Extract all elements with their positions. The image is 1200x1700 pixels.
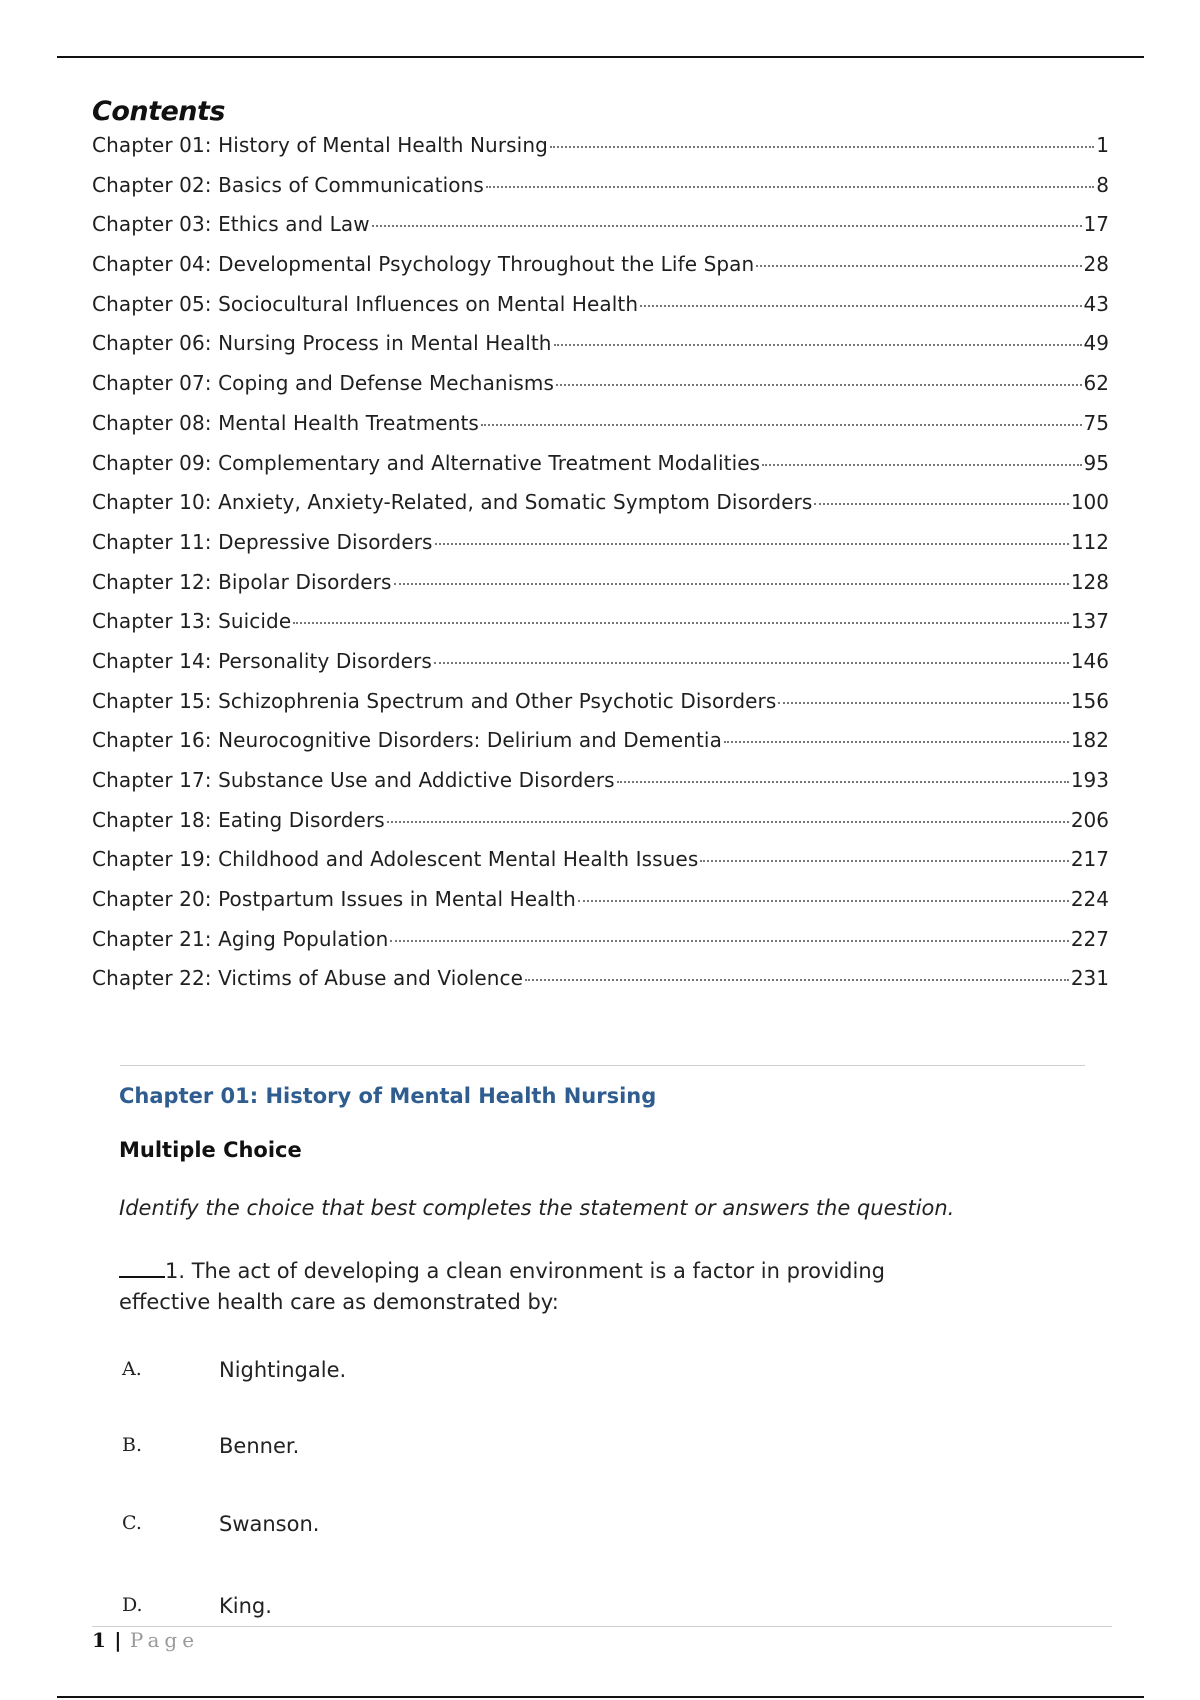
toc-leader-dots bbox=[756, 265, 1081, 267]
toc-leader-dots bbox=[550, 146, 1094, 148]
toc-item-label: Chapter 16: Neurocognitive Disorders: Delirium and Dementia bbox=[92, 728, 722, 753]
toc-leader-dots bbox=[617, 781, 1069, 783]
footer-separator: | bbox=[114, 1628, 122, 1652]
toc-leader-dots bbox=[372, 225, 1082, 227]
toc-leader-dots bbox=[394, 583, 1069, 585]
toc-item-page: 227 bbox=[1070, 926, 1109, 951]
toc-item[interactable] bbox=[92, 371, 1109, 411]
chapter-heading: Chapter 01: History of Mental Health Nursing bbox=[119, 1084, 657, 1108]
toc-item-page: 156 bbox=[1070, 688, 1109, 713]
toc-item-label: Chapter 12: Bipolar Disorders bbox=[92, 569, 392, 594]
toc-item[interactable] bbox=[92, 689, 1109, 729]
toc-item[interactable] bbox=[92, 173, 1109, 213]
toc-item-label: Chapter 20: Postpartum Issues in Mental Health bbox=[92, 887, 576, 912]
toc-item[interactable] bbox=[92, 212, 1109, 252]
toc-item-label: Chapter 17: Substance Use and Addictive Disorders bbox=[92, 768, 615, 792]
toc-item-label: Chapter 10: Anxiety, Anxiety-Related, and Somatic Symptom Disorders bbox=[92, 490, 813, 515]
toc-item[interactable] bbox=[92, 252, 1109, 292]
toc-leader-dots bbox=[434, 662, 1069, 664]
toc-item[interactable] bbox=[92, 728, 1109, 768]
footer-divider bbox=[92, 1626, 1112, 1627]
toc-title: Contents bbox=[92, 96, 226, 127]
instructions-text: Identify the choice that best completes the statement or answers the question. bbox=[119, 1196, 955, 1220]
toc-item-page: 17 bbox=[1083, 212, 1109, 237]
toc-item[interactable] bbox=[92, 411, 1109, 451]
choice-letter: D. bbox=[122, 1594, 143, 1616]
toc-item-label: Chapter 06: Nursing Process in Mental Health bbox=[92, 331, 552, 356]
top-border bbox=[57, 56, 1144, 58]
toc-item[interactable] bbox=[92, 331, 1109, 371]
toc-item-page: 224 bbox=[1070, 887, 1109, 912]
toc-item-page: 231 bbox=[1070, 966, 1109, 991]
toc-leader-dots bbox=[556, 384, 1082, 386]
toc-leader-dots bbox=[814, 503, 1068, 505]
toc-item-page: 137 bbox=[1070, 609, 1109, 634]
toc-leader-dots bbox=[724, 741, 1069, 743]
toc-item-page: 43 bbox=[1083, 291, 1109, 316]
toc-item-label: Chapter 21: Aging Population bbox=[92, 926, 389, 951]
section-divider bbox=[120, 1065, 1085, 1066]
toc-item-label: Chapter 19: Childhood and Adolescent Mental Health Issues bbox=[92, 847, 699, 872]
choice-letter: C. bbox=[122, 1512, 142, 1534]
toc-list bbox=[92, 133, 1109, 1006]
toc-leader-dots bbox=[778, 702, 1068, 704]
choice-text: King. bbox=[219, 1594, 272, 1618]
toc-item-label: Chapter 07: Coping and Defense Mechanisms bbox=[92, 371, 554, 396]
choice-text: Swanson. bbox=[219, 1512, 320, 1536]
toc-item-page: 193 bbox=[1070, 768, 1109, 792]
toc-item[interactable] bbox=[92, 649, 1109, 689]
toc-item[interactable] bbox=[92, 808, 1109, 848]
toc-item-page: 8 bbox=[1096, 172, 1109, 197]
toc-leader-dots bbox=[390, 940, 1068, 942]
toc-item-label: Chapter 04: Developmental Psychology Throughout the Life Span bbox=[92, 252, 755, 277]
toc-leader-dots bbox=[293, 622, 1069, 624]
toc-item-page: 100 bbox=[1070, 490, 1109, 515]
toc-leader-dots bbox=[435, 543, 1069, 545]
toc-item[interactable] bbox=[92, 887, 1109, 927]
toc-item[interactable] bbox=[92, 490, 1109, 530]
toc-item-label: Chapter 11: Depressive Disorders bbox=[92, 529, 433, 554]
toc-item-label: Chapter 05: Sociocultural Influences on Mental Health bbox=[92, 291, 639, 316]
question-1 bbox=[119, 1256, 969, 1318]
toc-leader-dots bbox=[387, 821, 1069, 823]
toc-item[interactable] bbox=[92, 530, 1109, 570]
toc-item-label: Chapter 15: Schizophrenia Spectrum and Other Psychotic Disorders bbox=[92, 688, 777, 713]
toc-leader-dots bbox=[700, 860, 1068, 862]
choice-letter: A. bbox=[122, 1358, 142, 1380]
question-text: 1. The act of developing a clean environment is a factor in providing effective health care as demonstrated by: bbox=[119, 1259, 885, 1314]
toc-item-label: Chapter 01: History of Mental Health Nursing bbox=[92, 133, 548, 157]
toc-item[interactable] bbox=[92, 847, 1109, 887]
answer-blank[interactable] bbox=[119, 1258, 165, 1278]
toc-item-label: Chapter 14: Personality Disorders bbox=[92, 648, 432, 673]
toc-item[interactable] bbox=[92, 570, 1109, 610]
toc-item-label: Chapter 08: Mental Health Treatments bbox=[92, 410, 479, 435]
toc-leader-dots bbox=[525, 979, 1069, 981]
toc-item-label: Chapter 13: Suicide bbox=[92, 609, 292, 634]
toc-item[interactable] bbox=[92, 768, 1109, 808]
toc-item-page: 206 bbox=[1070, 807, 1109, 832]
page-footer bbox=[92, 1628, 199, 1652]
toc-item-page: 128 bbox=[1070, 569, 1109, 594]
toc-item-label: Chapter 09: Complementary and Alternative Treatment Modalities bbox=[92, 450, 761, 475]
toc-item-page: 217 bbox=[1070, 847, 1109, 872]
toc-item-page: 112 bbox=[1070, 529, 1109, 554]
toc-item-label: Chapter 22: Victims of Abuse and Violence bbox=[92, 966, 524, 991]
page-label: Page bbox=[129, 1628, 200, 1652]
toc-item[interactable] bbox=[92, 451, 1109, 491]
toc-leader-dots bbox=[486, 186, 1094, 188]
toc-item[interactable] bbox=[92, 966, 1109, 1006]
toc-leader-dots bbox=[640, 305, 1081, 307]
toc-item-label: Chapter 18: Eating Disorders bbox=[92, 807, 385, 832]
toc-item[interactable] bbox=[92, 609, 1109, 649]
toc-leader-dots bbox=[578, 900, 1069, 902]
bottom-border bbox=[57, 1696, 1144, 1698]
toc-item-page: 28 bbox=[1083, 252, 1109, 277]
toc-item[interactable] bbox=[92, 292, 1109, 332]
toc-item-page: 75 bbox=[1083, 410, 1109, 435]
toc-item-page: 95 bbox=[1083, 450, 1109, 475]
toc-item-page: 146 bbox=[1070, 648, 1109, 673]
toc-item-label: Chapter 03: Ethics and Law bbox=[92, 212, 370, 237]
toc-leader-dots bbox=[554, 344, 1082, 346]
choice-letter: B. bbox=[122, 1434, 143, 1456]
section-heading: Multiple Choice bbox=[119, 1138, 302, 1162]
choice-text: Nightingale. bbox=[219, 1358, 347, 1382]
toc-leader-dots bbox=[481, 424, 1082, 426]
toc-leader-dots bbox=[762, 464, 1081, 466]
toc-item-page: 49 bbox=[1083, 331, 1109, 356]
toc-item-label: Chapter 02: Basics of Communications bbox=[92, 172, 484, 197]
toc-item-page: 62 bbox=[1083, 371, 1109, 396]
toc-item[interactable] bbox=[92, 927, 1109, 967]
toc-item[interactable] bbox=[92, 133, 1109, 173]
choice-text: Benner. bbox=[219, 1434, 300, 1458]
page-number: 1 bbox=[92, 1628, 106, 1652]
toc-item-page: 1 bbox=[1096, 133, 1109, 157]
toc-item-page: 182 bbox=[1070, 728, 1109, 753]
table-of-contents bbox=[92, 96, 1109, 1006]
